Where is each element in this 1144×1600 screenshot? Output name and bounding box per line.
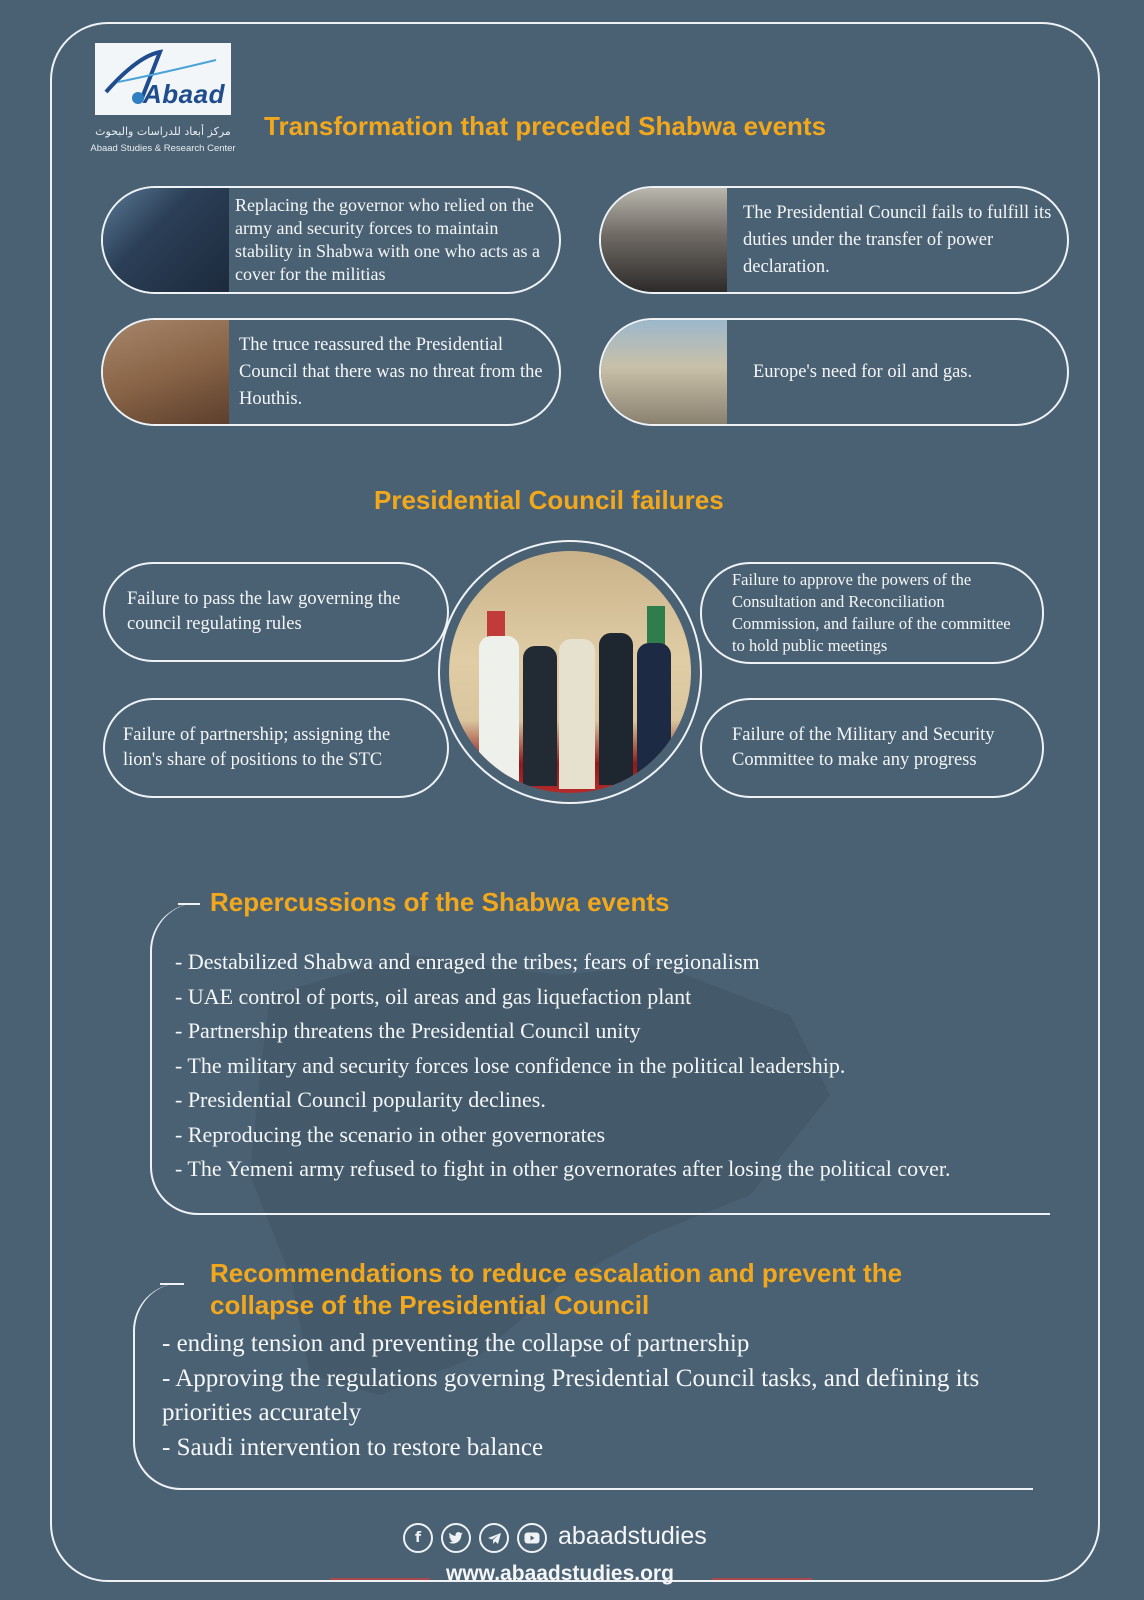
youtube-icon[interactable] [517, 1523, 547, 1553]
failure-item: Failure to approve the powers of the Consultation and Reconciliation Commission, and failure of the committee to hold public meetings [700, 562, 1044, 664]
transformation-item-text: The Presidential Council fails to fulfill its duties under the transfer of power declaration. [743, 202, 1052, 277]
repercussion-item: - Destabilized Shabwa and enraged the tribes; fears of regionalism [175, 949, 760, 974]
transformation-item-text: Europe's need for oil and gas. [753, 361, 973, 382]
missile-launch-photo [103, 320, 229, 424]
telegram-icon[interactable] [479, 1523, 509, 1553]
gas-plant-photo [601, 320, 727, 424]
transformation-item [599, 186, 1069, 294]
council-meeting-photo [601, 188, 727, 292]
footer-divider-right [712, 1578, 812, 1580]
recommendation-item: - Approving the regulations governing Presidential Council tasks, and defining its priorities accurately [162, 1364, 980, 1426]
section-title-repercussions: Repercussions of the Shabwa events [210, 887, 670, 917]
twitter-icon[interactable] [441, 1523, 471, 1553]
transformation-item [599, 318, 1069, 426]
recommendations-title-line1: Recommendations to reduce escalation and prevent the [210, 1258, 903, 1288]
recommendations-top-line [160, 1283, 184, 1285]
failure-item: Failure of the Military and Security Committee to make any progress [700, 698, 1044, 798]
recommendation-item: - ending tension and preventing the collapse of partnership [162, 1330, 750, 1357]
website-url[interactable]: www.abaadstudies.org [446, 1562, 674, 1585]
transformation-item [101, 318, 561, 426]
repercussions-top-line [178, 903, 200, 905]
recommendations-title-line2: collapse of the Presidential Council [210, 1290, 650, 1320]
repercussion-item: - Reproducing the scenario in other governorates [175, 1121, 606, 1147]
repercussion-item: - The military and security forces lose confidence in the political leadership. [175, 1052, 846, 1078]
logo-wordmark: Abaad [143, 79, 225, 109]
recommendations-list [162, 1327, 1022, 1465]
repercussions-list [175, 945, 951, 1187]
repercussion-item: - The Yemeni army refused to fight in other governorates after losing the political cover. [175, 1156, 951, 1181]
repercussion-item: - Partnership threatens the Presidential Council unity [175, 1018, 641, 1043]
governor-photo [103, 188, 229, 292]
transformation-item [101, 186, 561, 294]
repercussion-item: - Presidential Council popularity declines. [175, 1087, 546, 1112]
transformation-item-text: Replacing the governor who relied on the army and security forces to maintain stability in Shabwa with one who acts as a cover for the militias [235, 195, 540, 284]
failure-item: Failure to pass the law governing the council regulating rules [103, 562, 449, 662]
logo-arabic-name: مركز أبعاد للدراسات والبحوث [95, 125, 231, 138]
council-members-photo-frame [438, 540, 702, 804]
logo-english-name: Abaad Studies & Research Center [90, 143, 236, 154]
footer-divider-left [330, 1578, 430, 1580]
section-title-transformation: Transformation that preceded Shabwa events [264, 111, 827, 141]
social-handle: abaadstudies [558, 1522, 707, 1550]
facebook-icon[interactable]: f [403, 1523, 433, 1553]
section-title-recommendations [210, 1257, 902, 1321]
abaad-logo [95, 43, 231, 115]
transformation-item-text: The truce reassured the Presidential Council that there was no threat from the Houthis. [239, 334, 543, 409]
section-title-failures: Presidential Council failures [374, 485, 724, 515]
council-members-photo [449, 551, 691, 793]
failure-item: Failure of partnership; assigning the lion's share of positions to the STC [103, 698, 449, 798]
recommendation-item: - Saudi intervention to restore balance [162, 1433, 544, 1461]
repercussion-item: - UAE control of ports, oil areas and gas liquefaction plant [175, 983, 692, 1009]
